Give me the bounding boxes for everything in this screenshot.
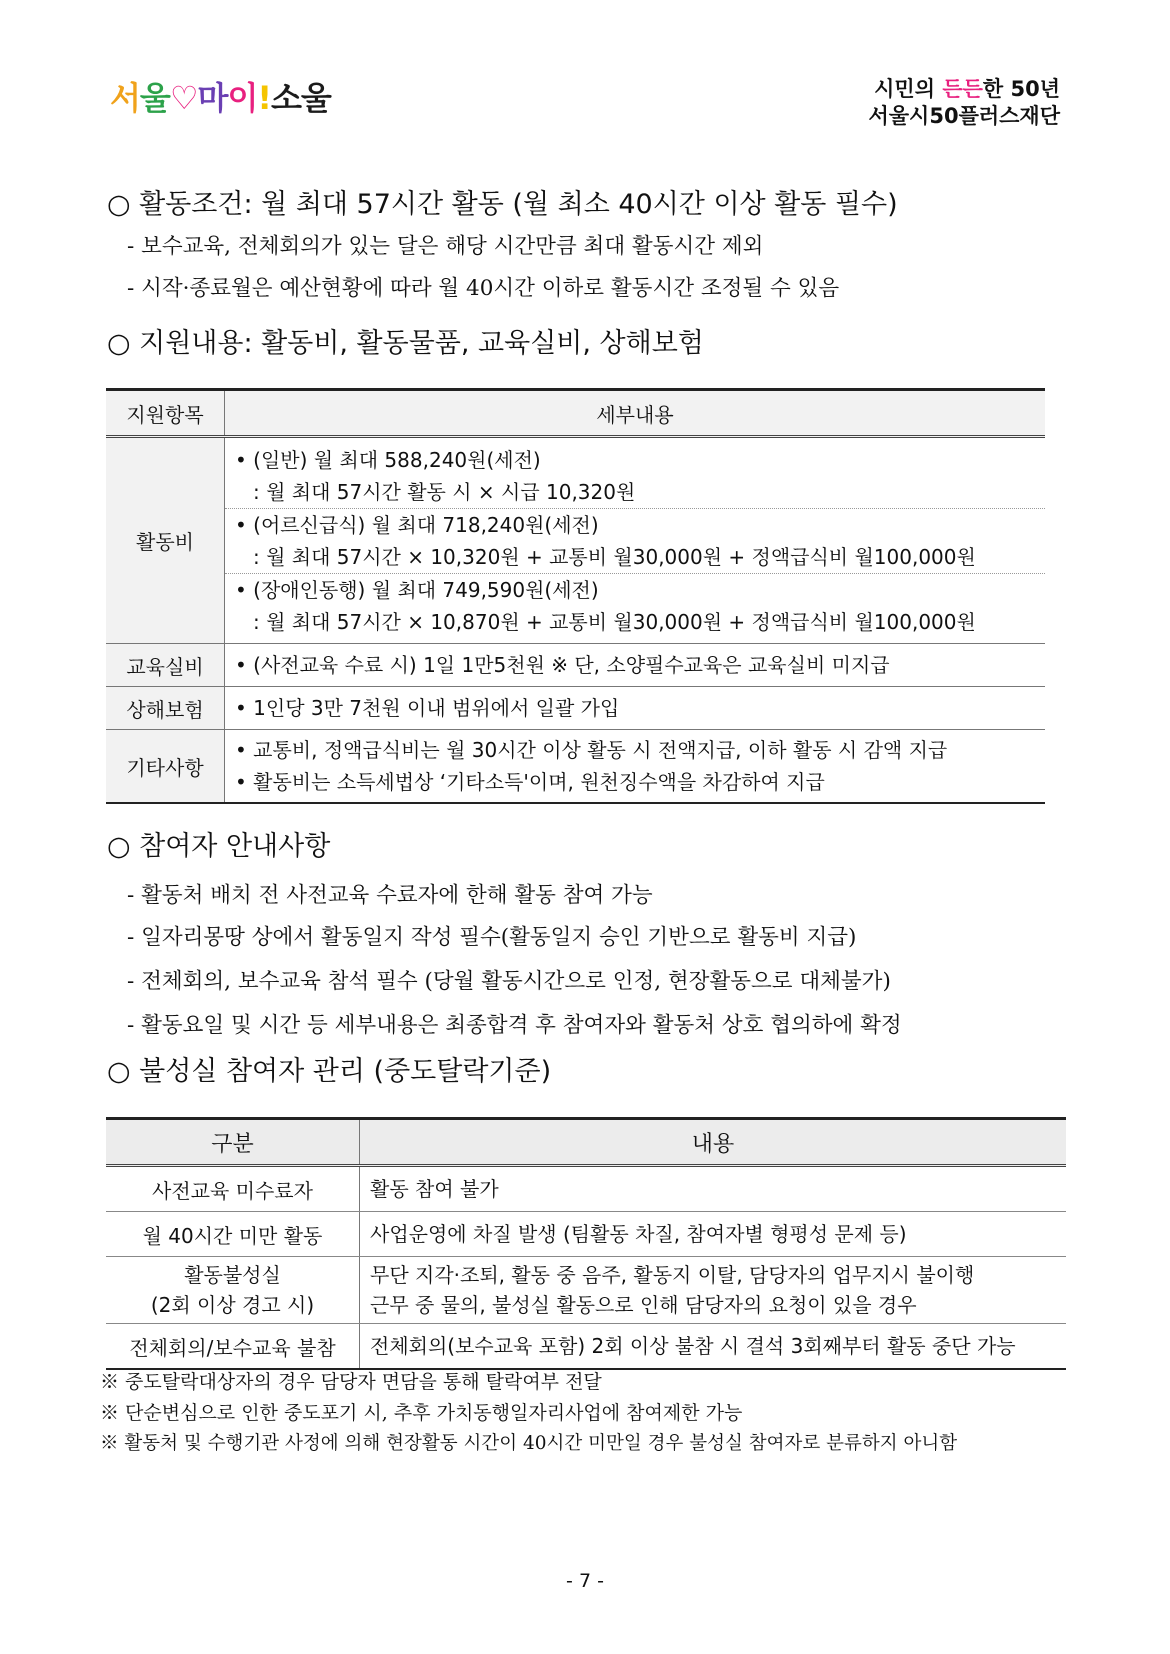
activity-line: • (장애인동행) 월 최대 749,590원(세전) <box>235 577 599 602</box>
logo-char: 울 <box>139 79 170 117</box>
table-row <box>106 1324 1066 1370</box>
note-item: ※ 활동처 및 수행기관 사정에 의해 현장활동 시간이 40시간 미만일 경우 불성실 참여자로 분류하지 아니함 <box>100 1433 958 1454</box>
row-label: 상해보험 <box>106 687 225 730</box>
activity-line: • (어르신급식) 월 최대 718,240원(세전) <box>235 512 599 537</box>
col-header: 구분 <box>106 1119 360 1166</box>
logo-char: 소 <box>270 79 301 117</box>
table-header-row <box>106 390 1045 437</box>
bullet-item: - 활동요일 및 시간 등 세부내용은 최종합격 후 참여자와 활동처 상호 협의하에 확정 <box>127 1013 902 1038</box>
criteria-label <box>106 1257 360 1324</box>
table-row <box>106 687 1045 730</box>
logo-char: 마 <box>197 79 228 117</box>
etc-line: • 교통비, 정액급식비는 월 30시간 이상 활동 시 전액지급, 이하 활동 시 감액 지급 <box>235 738 948 762</box>
organization-name <box>868 76 1060 130</box>
criteria-label: 전체회의/보수교육 불참 <box>106 1324 360 1370</box>
section-heading-participant-info: ○ 참여자 안내사항 <box>107 831 331 862</box>
org-line1-c: 한 50년 <box>982 77 1060 101</box>
col-header: 내용 <box>360 1119 1067 1166</box>
logo-heart: ♡ <box>169 79 198 117</box>
activity-sub: : 월 최대 57시간 × 10,870원 + 교통비 월30,000원 + 정액급식비 월100,000원 <box>253 609 976 634</box>
seoul-my-soul-logo <box>110 78 331 118</box>
bullet-item: - 일자리몽땅 상에서 활동일지 작성 필수(활동일지 승인 기반으로 활동비 지급) <box>127 925 857 950</box>
logo-char: 울 <box>300 79 331 117</box>
row-label: 기타사항 <box>106 730 225 804</box>
row-content <box>225 730 1046 804</box>
row-content: • (사전교육 수료 시) 1일 1만5천원 ※ 단, 소양필수교육은 교육실비 미지급 <box>235 653 890 677</box>
table-row <box>106 1212 1066 1257</box>
org-line1-a: 시민의 <box>874 77 943 101</box>
criteria-content-line: 근무 중 물의, 불성실 활동으로 인해 담당자의 요청이 있을 경우 <box>370 1293 917 1317</box>
bullet-item: - 시작·종료월은 예산현황에 따라 월 40시간 이하로 활동시간 조정될 수 있음 <box>127 276 840 301</box>
etc-line: • 활동비는 소득세법상 ‘기타소득'이며, 원천징수액을 차감하여 지급 <box>235 770 825 794</box>
note-item: ※ 중도탈락대상자의 경우 담당자 면담을 통해 탈락여부 전달 <box>100 1371 602 1393</box>
criteria-label-line: 활동불성실 <box>184 1263 281 1287</box>
criteria-label: 사전교육 미수료자 <box>106 1166 360 1212</box>
section-heading-activity-conditions: ○ 활동조건: 월 최대 57시간 활동 (월 최소 40시간 이상 활동 필수) <box>107 189 898 220</box>
activity-line: • (일반) 월 최대 588,240원(세전) <box>235 447 541 472</box>
section-heading-dropout-criteria: ○ 불성실 참여자 관리 (중도탈락기준) <box>107 1056 552 1087</box>
criteria-label-line: (2회 이상 경고 시) <box>150 1293 315 1317</box>
criteria-content: 활동 참여 불가 <box>360 1166 1067 1212</box>
col-header: 세부내용 <box>225 390 1046 437</box>
org-line1-highlight: 든든 <box>942 77 983 101</box>
logo-char: 이 <box>227 79 258 117</box>
col-header: 지원항목 <box>106 390 225 437</box>
table-row <box>106 644 1045 687</box>
row-content: • 1인당 3만 7천원 이내 범위에서 일괄 가입 <box>235 696 620 720</box>
bullet-item: - 전체회의, 보수교육 참석 필수 (당월 활동시간으로 인정, 현장활동으로 대체불가) <box>127 969 891 994</box>
table-row <box>106 730 1045 804</box>
bullet-item: - 보수교육, 전체회의가 있는 달은 해당 시간만큼 최대 활동시간 제외 <box>127 234 764 259</box>
criteria-content-line: 무단 지각·조퇴, 활동 중 음주, 활동지 이탈, 담당자의 업무지시 불이행 <box>370 1263 975 1287</box>
logo-exclaim: ! <box>257 79 271 117</box>
criteria-content: 전체회의(보수교육 포함) 2회 이상 불참 시 결석 3회째부터 활동 중단 가능 <box>360 1324 1067 1370</box>
criteria-label: 월 40시간 미만 활동 <box>106 1212 360 1257</box>
dropout-criteria-table <box>106 1117 1066 1370</box>
page-number: - 7 - <box>566 1570 604 1592</box>
bullet-item: - 활동처 배치 전 사전교육 수료자에 한해 활동 참여 가능 <box>127 883 653 908</box>
section-heading-support: ○ 지원내용: 활동비, 활동물품, 교육실비, 상해보험 <box>107 328 704 359</box>
table-row <box>106 1257 1066 1324</box>
criteria-content <box>360 1257 1067 1324</box>
row-label: 교육실비 <box>106 644 225 687</box>
criteria-content: 사업운영에 차질 발생 (팀활동 차질, 참여자별 형평성 문제 등) <box>360 1212 1067 1257</box>
activity-sub: : 월 최대 57시간 활동 시 × 시급 10,320원 <box>253 479 636 504</box>
activity-sub: : 월 최대 57시간 × 10,320원 + 교통비 월30,000원 + 정액급식비 월100,000원 <box>253 544 976 569</box>
row-label: 활동비 <box>106 437 225 644</box>
table-row <box>106 437 1045 644</box>
table-row <box>106 1166 1066 1212</box>
note-item: ※ 단순변심으로 인한 중도포기 시, 추후 가치동행일자리사업에 참여제한 가능 <box>100 1402 743 1424</box>
logo-char: 서 <box>110 79 140 117</box>
row-content <box>225 437 1046 644</box>
org-line2: 서울시50플러스재단 <box>868 104 1060 128</box>
support-table <box>106 388 1045 804</box>
table-header-row <box>106 1119 1066 1166</box>
